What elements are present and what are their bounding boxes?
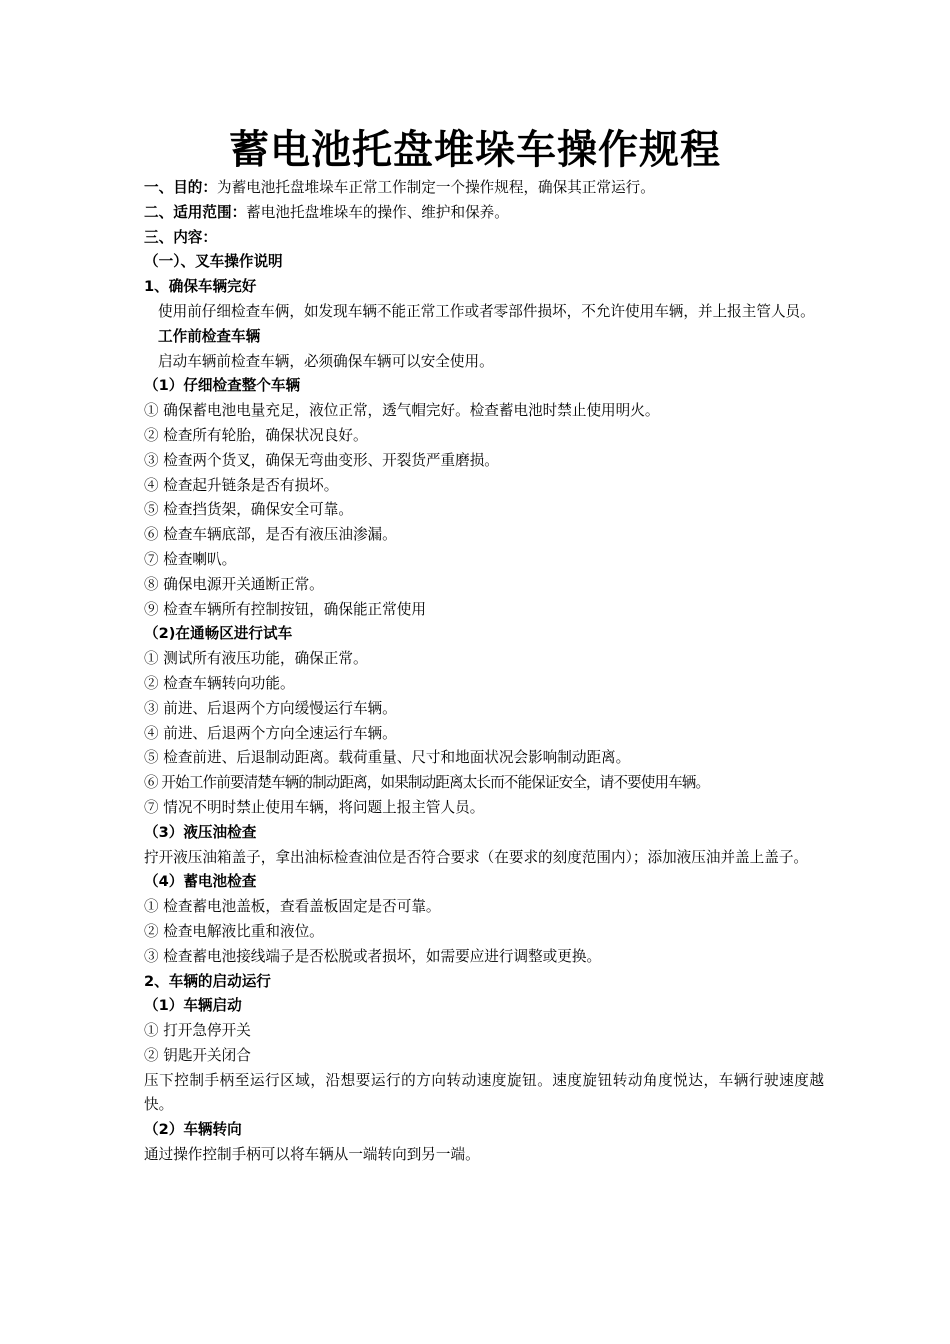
check-list xyxy=(144,1019,824,1069)
list-item: ③ 检查蓄电池接线端子是否松脱或者损坏，如需要应进行调整或更换。 xyxy=(144,947,602,965)
scope-line xyxy=(144,201,824,226)
check-list xyxy=(144,647,824,821)
section-heading: （一）、叉车操作说明 xyxy=(144,253,283,271)
list-item: ④ 检查起升链条是否有损坏。 xyxy=(144,476,339,494)
list-item: ② 钥匙开关闭合 xyxy=(144,1046,251,1064)
list-item: ① 检查蓄电池盖板，查看盖板固定是否可靠。 xyxy=(144,898,441,916)
check-heading: （3）液压油检查 xyxy=(144,823,257,841)
check-heading: （2）车辆转向 xyxy=(144,1121,242,1139)
paragraph: 拧开液压油箱盖子，拿出油标检查油位是否符合要求（在要求的刻度范围内）；添加液压油并盖上盖子。 xyxy=(144,848,809,866)
purpose-text: 为蓄电池托盘堆垛车正常工作制定一个操作规程，确保其正常运行。 xyxy=(216,179,655,196)
scope-label: 二、适用范围： xyxy=(144,203,247,221)
list-item: ② 检查所有轮胎，确保状况良好。 xyxy=(144,426,368,444)
list-item: ① 确保蓄电池电量充足，液位正常，透气帽完好。检查蓄电池时禁止使用明火。 xyxy=(144,402,660,420)
paragraph: 压下控制手柄至运行区域，沿想要运行的方向转动速度旋钮。速度旋钮转动角度悦达，车辆行驶速度越快。 xyxy=(144,1071,824,1114)
list-item: ⑤ 检查挡货架，确保安全可靠。 xyxy=(144,501,353,519)
list-item: ⑦ 检查喇叭。 xyxy=(144,550,237,568)
purpose-label: 一、目的： xyxy=(144,179,217,196)
scope-text: 蓄电池托盘堆垛车的操作、维护和保养。 xyxy=(246,203,509,221)
document-title: 蓄电池托盘堆垛车操作规程 xyxy=(229,127,721,173)
purpose-line xyxy=(144,176,824,201)
list-item: ⑥ 开始工作前要清楚车辆的制动距离，如果制动距离太长而不能保证安全，请不要使用车辆。 xyxy=(144,774,710,792)
list-item: ⑥ 检查车辆底部，是否有液压油渗漏。 xyxy=(144,526,397,544)
paragraph: 启动车辆前检查车辆，必须确保车辆可以安全使用。 xyxy=(158,352,494,370)
check-list xyxy=(144,399,824,622)
list-item: ⑧ 确保电源开关通断正常。 xyxy=(144,575,324,593)
list-item: ② 检查电解液比重和液位。 xyxy=(144,922,324,940)
check-heading: （1）仔细检查整个车辆 xyxy=(144,377,301,395)
check-heading: （4）蓄电池检查 xyxy=(144,873,257,891)
list-item: ① 打开急停开关 xyxy=(144,1022,251,1040)
subsection-heading: 工作前检查车辆 xyxy=(158,327,261,345)
list-item: ③ 前进、后退两个方向缓慢运行车辆。 xyxy=(144,699,397,717)
check-heading: （2)在通畅区进行试车 xyxy=(144,625,293,643)
check-heading: （1）车辆启动 xyxy=(144,997,242,1015)
list-item: ⑤ 检查前进、后退制动距离。载荷重量、尺寸和地面状况会影响制动距离。 xyxy=(144,749,631,767)
list-item: ② 检查车辆转向功能。 xyxy=(144,674,295,692)
content-label: 三、内容： xyxy=(144,228,217,246)
list-item: ③ 检查两个货叉，确保无弯曲变形、开裂货严重磨损。 xyxy=(144,451,499,469)
check-list xyxy=(144,895,824,969)
list-item: ④ 前进、后退两个方向全速运行车辆。 xyxy=(144,724,397,742)
paragraph: 使用前仔细检查车俩，如发现车辆不能正常工作或者零部件损坏，不允许使用车辆，并上报主管人员。 xyxy=(158,302,815,320)
list-item: ① 测试所有液压功能，确保正常。 xyxy=(144,650,368,668)
subsection-heading: 1、确保车辆完好 xyxy=(144,278,257,296)
list-item: ⑦ 情况不明时禁止使用车辆，将问题上报主管人员。 xyxy=(144,798,485,816)
document-body xyxy=(144,176,824,1168)
list-item: ⑨ 检查车辆所有控制按钮，确保能正常使用 xyxy=(144,600,426,618)
subsection-heading: 2、车辆的启动运行 xyxy=(144,972,271,990)
paragraph: 通过操作控制手柄可以将车辆从一端转向到另一端。 xyxy=(144,1146,480,1164)
